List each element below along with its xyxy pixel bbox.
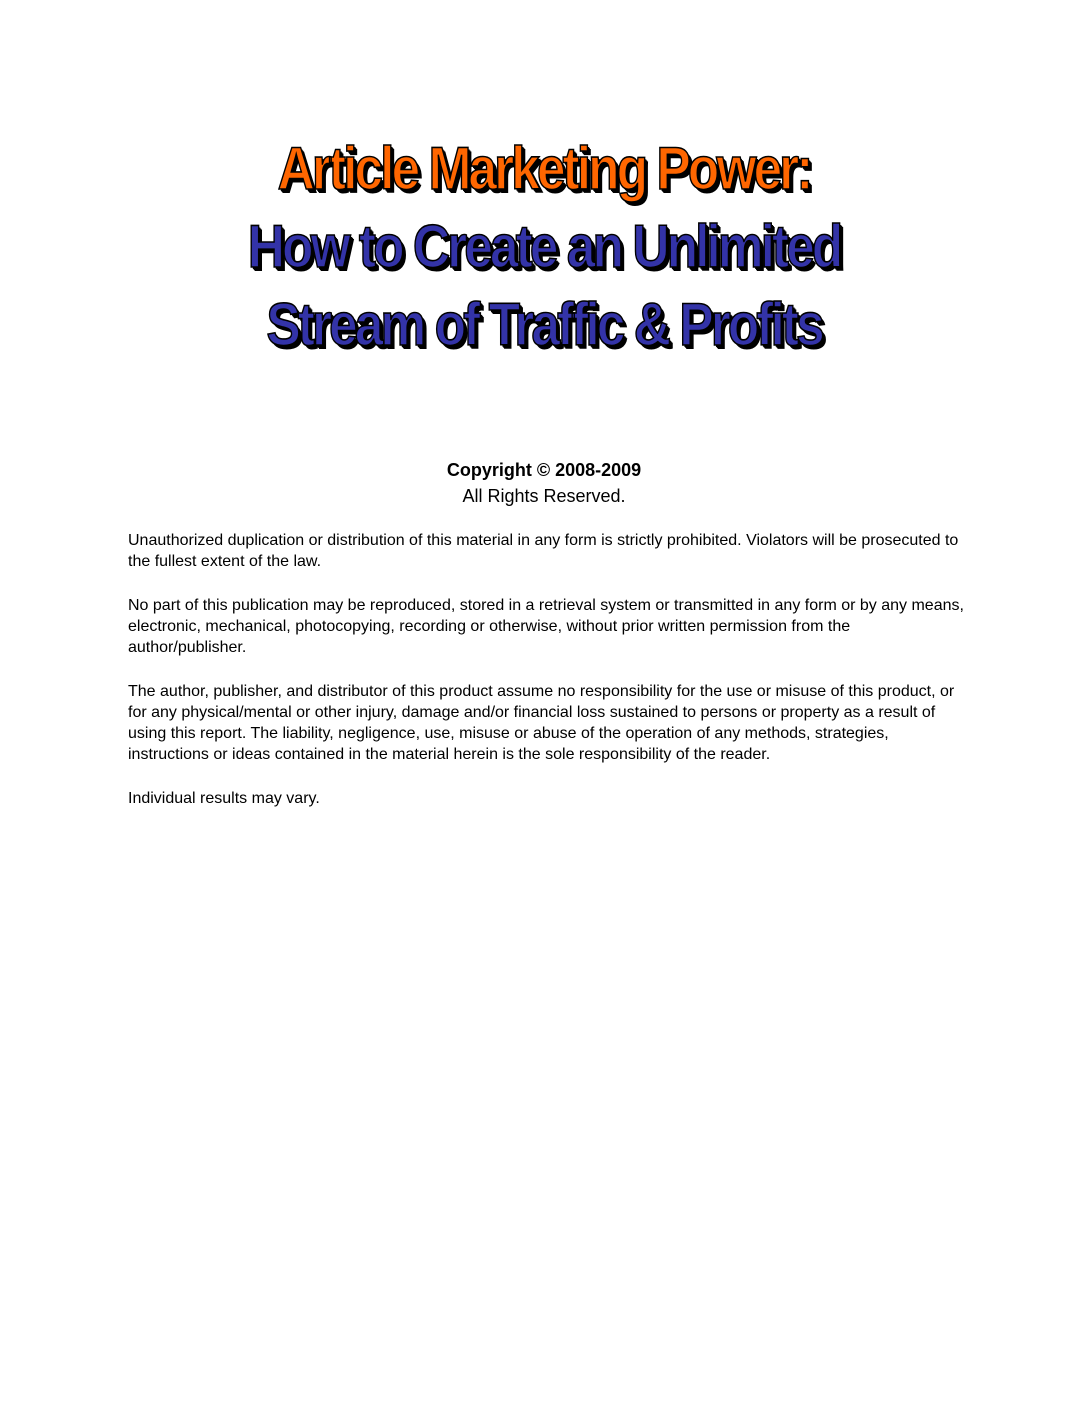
rights-reserved-line: All Rights Reserved.: [462, 486, 626, 506]
title-line-3: Stream of Traffic & Profits: [266, 291, 822, 358]
copyright-line: Copyright © 2008-2009: [446, 460, 642, 480]
paragraph-no-reproduction: No part of this publication may be reproduced, stored in a retrieval system or transmitted in any form or by any means, electronic, mechanical, photocopying, recording or otherwise, without prior written permission from the author/publisher.: [128, 597, 964, 656]
legal-disclaimer: [128, 530, 968, 832]
paragraph-results-vary: Individual results may vary.: [128, 790, 320, 807]
title-line-2: How to Create an Unlimited: [247, 213, 841, 280]
document-title: [0, 130, 1088, 364]
title-line-1: Article Marketing Power:: [277, 135, 811, 202]
copyright-notice: [0, 457, 1088, 509]
paragraph-liability-disclaimer: The author, publisher, and distributor of this product assume no responsibility for the use or misuse of this product, or for any physical/mental or other injury, damage and/or financial loss sustained to persons or property as a result of using this report. The liability, negligence, use, misuse or abuse of the operation of any methods, strategies, instructions or ideas contained in the material herein is the sole responsibility of the reader.: [128, 683, 955, 763]
paragraph-unauthorized-duplication: Unauthorized duplication or distribution of this material in any form is strictly prohibited. Violators will be prosecuted to the fullest extent of the law.: [128, 532, 959, 570]
